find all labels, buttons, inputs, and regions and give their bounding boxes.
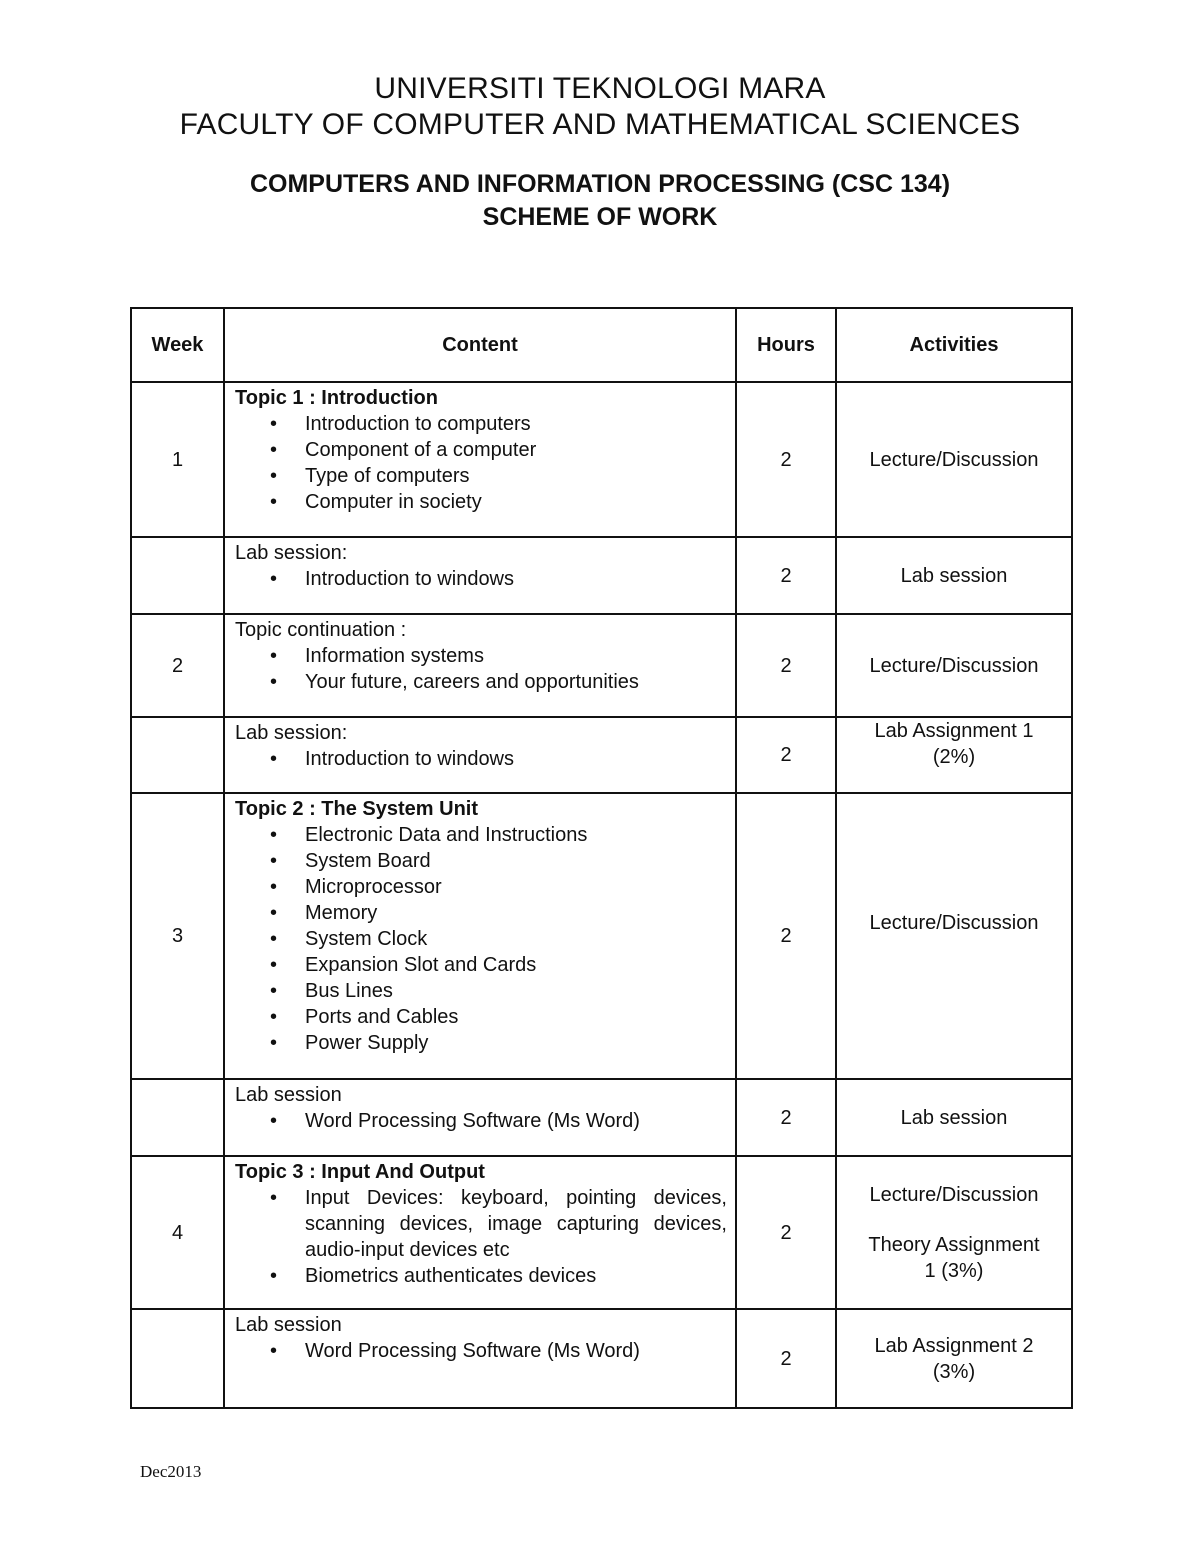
content-cell [224, 1309, 736, 1408]
content-cell [224, 614, 736, 717]
hours-cell: 2 [736, 382, 836, 537]
content-list [235, 1108, 727, 1134]
content-cell [224, 382, 736, 537]
activity-text: Lecture/Discussion [869, 1183, 1039, 1206]
table-row [131, 614, 1072, 717]
table-row [131, 717, 1072, 793]
list-item: • Input Devices: keyboard, pointing devices, scanning devices, image capturing devices, audio-input devices etc [305, 1185, 727, 1263]
content-list [235, 411, 727, 515]
topic-title: Topic 1 : Introduction [235, 387, 438, 409]
university-name: UNIVERSITI TEKNOLOGI MARA [374, 72, 826, 105]
footer-date: Dec2013 [140, 1462, 202, 1481]
content-cell [224, 537, 736, 614]
list-item: • Power Supply [305, 1030, 727, 1056]
activity-text: Lecture/Discussion [869, 448, 1039, 471]
activity-text: Theory Assignment [868, 1233, 1040, 1256]
content-list [235, 566, 727, 592]
content-list [235, 1338, 727, 1364]
week-cell: 3 [131, 793, 224, 1079]
content-cell [224, 717, 736, 793]
activity-text: 1 (3%) [924, 1259, 984, 1282]
content-list [235, 1185, 727, 1289]
column-header-content: Content [224, 308, 736, 382]
list-item: • Introduction to windows [305, 746, 727, 772]
week-cell: 4 [131, 1156, 224, 1309]
hours-cell: 2 [736, 614, 836, 717]
topic-title: Lab session [235, 1084, 342, 1106]
activity-cell [836, 1156, 1072, 1309]
scheme-of-work-table [130, 307, 1073, 1409]
table-row [131, 1079, 1072, 1156]
table-row [131, 1156, 1072, 1309]
activity-text: (3%) [932, 1360, 976, 1383]
list-item: • System Clock [305, 926, 727, 952]
table-row [131, 382, 1072, 537]
topic-title: Lab session [235, 1314, 342, 1336]
topic-title: Lab session: [235, 722, 348, 744]
topic-title: Topic 3 : Input And Output [235, 1161, 485, 1183]
topic-title: Topic continuation : [235, 619, 407, 641]
hours-cell: 2 [736, 1309, 836, 1408]
content-cell [224, 1156, 736, 1309]
list-item: • Introduction to computers [305, 411, 727, 437]
activity-cell [836, 793, 1072, 1079]
week-cell [131, 537, 224, 614]
list-item: • Microprocessor [305, 874, 727, 900]
list-item: • Computer in society [305, 489, 727, 515]
column-header-activities: Activities [836, 308, 1072, 382]
activity-cell [836, 614, 1072, 717]
faculty-name: FACULTY OF COMPUTER AND MATHEMATICAL SCIENCES [179, 108, 1021, 141]
hours-cell: 2 [736, 537, 836, 614]
list-item: • System Board [305, 848, 727, 874]
topic-title: Lab session: [235, 542, 348, 564]
list-item: • Type of computers [305, 463, 727, 489]
document-subtitle: SCHEME OF WORK [482, 203, 718, 231]
list-item: • Electronic Data and Instructions [305, 822, 727, 848]
hours-cell: 2 [736, 1156, 836, 1309]
week-cell [131, 1309, 224, 1408]
activity-text: Lab Assignment 1 [874, 720, 1034, 742]
content-list [235, 643, 727, 695]
list-item: • Component of a computer [305, 437, 727, 463]
list-item: • Your future, careers and opportunities [305, 669, 727, 695]
content-list [235, 746, 727, 772]
activity-spacer [837, 1208, 1071, 1232]
activity-text: Lecture/Discussion [869, 654, 1039, 677]
week-cell: 1 [131, 382, 224, 537]
week-cell [131, 1079, 224, 1156]
list-item: • Expansion Slot and Cards [305, 952, 727, 978]
content-list [235, 822, 727, 1056]
column-header-week: Week [131, 308, 224, 382]
activity-cell [836, 382, 1072, 537]
table-row [131, 793, 1072, 1079]
hours-cell: 2 [736, 1079, 836, 1156]
list-item: • Information systems [305, 643, 727, 669]
table-row [131, 537, 1072, 614]
activity-text: Lab Assignment 2 [874, 1334, 1034, 1357]
activity-text: Lab session [900, 1106, 1008, 1129]
activity-text: Lecture/Discussion [869, 912, 1039, 934]
activity-cell [836, 717, 1072, 793]
table-header-row [131, 308, 1072, 382]
activity-text: (2%) [932, 746, 976, 768]
activity-cell [836, 537, 1072, 614]
topic-title: Topic 2 : The System Unit [235, 798, 478, 820]
week-cell: 2 [131, 614, 224, 717]
activity-cell [836, 1309, 1072, 1408]
activity-text: Lab session [900, 564, 1008, 587]
content-cell [224, 1079, 736, 1156]
list-item: • Introduction to windows [305, 566, 727, 592]
list-item: • Ports and Cables [305, 1004, 727, 1030]
table-row [131, 1309, 1072, 1408]
course-title: COMPUTERS AND INFORMATION PROCESSING (CSC 134) [249, 170, 951, 198]
list-item: • Word Processing Software (Ms Word) [305, 1108, 727, 1134]
hours-cell: 2 [736, 793, 836, 1079]
column-header-hours: Hours [736, 308, 836, 382]
activity-cell [836, 1079, 1072, 1156]
list-item: • Biometrics authenticates devices [305, 1263, 727, 1289]
content-cell [224, 793, 736, 1079]
week-cell [131, 717, 224, 793]
hours-cell: 2 [736, 717, 836, 793]
list-item: • Memory [305, 900, 727, 926]
list-item: • Word Processing Software (Ms Word) [305, 1338, 727, 1364]
list-item: • Bus Lines [305, 978, 727, 1004]
